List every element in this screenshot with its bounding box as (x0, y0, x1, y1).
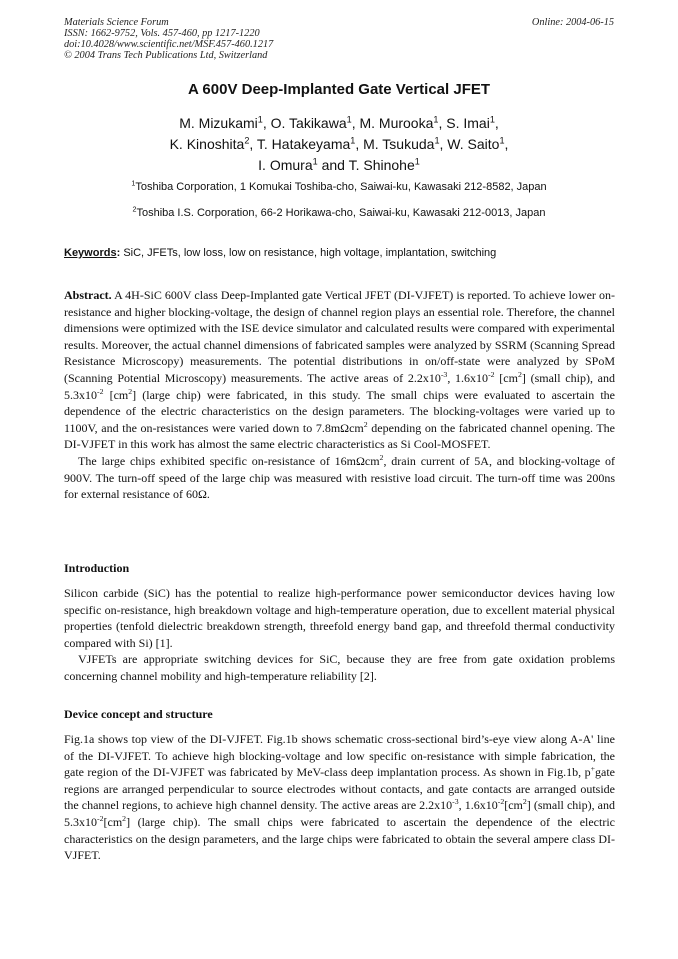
keywords-line: Keywords: SiC, JFETs, low loss, low on resistance, high voltage, implantation, switching (64, 247, 497, 259)
journal-copyright: © 2004 Trans Tech Publications Ltd, Switzerland (64, 50, 268, 61)
journal-header (64, 17, 404, 61)
journal-issn: ISSN: 1662-9752, Vols. 457-460, pp 1217-1220 (64, 28, 260, 39)
affiliation-1: $^1$Toshiba Corporation, 1 Komukai Toshiba-cho, Saiwai-ku, Kawasaki 212-8582, Japan (131, 179, 547, 193)
introduction-body: Silicon carbide (SiC) has the potential to realize high-performance power semiconductor devices having low specific on-resistance, high breakdown voltage and high-temperature operation, due to excellent material physical properties (tenfold dielectric breakdown strength, threefold energy band gap, and threefold thermal conductivity compared with Si) [1]. VJFETs are appropriate switching devices for SiC, because they are free from gate oxidation problems concerning channel mobility and high-temperature reliability [2]. (64, 586, 615, 683)
section-heading-device: Device concept and structure (64, 707, 213, 721)
keywords-label: Keywords (64, 247, 117, 259)
abstract: Abstract. A 4H-SiC 600V class Deep-Implanted gate Vertical JFET (DI-VJFET) is reported. To achieve lower on-resistance and higher blocking-voltage, the design of channel region plays an essential role. Therefore, the channel dimensions were optimized with the ISE device simulator and calculated results were compared with experimental results. Moreover, the actual channel dimensions of fabricated samples were analyzed by SSRM (Scanning Spread Resistance Microscopy) measurements. The potential distributions in on/off-state were analyzed by SPoM (Scanning Potential Microscopy) measurements. The active areas of $2.2x10^{-3}$, $1.6x10^{-2}$ $[cm^2]$ (small chip), and $5.3x10^{-2}$ $[cm^2]$ (large chip) were fabricated, in this study. The small chips were evaluated to ascertain the dependence of the electric characteristics on the design parameters. The blocking-voltages were varied up to 1100V, and the on-resistances were varied down to 7.8mΩcm$^2$ depending on the fabricated channel opening. The DI-VJFET in this work has almost the same electric characteristics as Si Cool-MOSFET. The large chips exhibited specific on-resistance of 16mΩcm$^2$, drain current of 5A, and blocking-voltage of 900V. The turn-off speed of the large chip was measured with resistive load circuit. The turn-off time was 200ns for external resistance of 60Ω. (64, 288, 616, 502)
device-body: Fig.1a shows top view of the DI-VJFET. Fig.1b shows schematic cross-sectional bird’s-eye view along A-A' line of the DI-VJFET. To achieve high blocking-voltage and low specific on-resistance with simple fabrication, the gate region of the DI-VJFET was fabricated by MeV-class deep implantation process. As shown in Fig.1b, p+gate regions are arranged perpendicular to source electrodes without contacts, and gate contacts are arranged outside the channel regions, to achieve high channel density. The active areas are $2.2x10^{-3}$, $1.6x10^{-2}[cm^2]$ (small chip), and $5.3x10^{-2}[cm^2]$ (large chip). The small chips were fabricated to ascertain the dependence of the electric characteristics on the design parameters, and the large chips were fabricated to obtain the several ampere class DI-VJFET. (64, 732, 616, 863)
abstract-label: Abstract. (64, 288, 112, 302)
online-date: Online: 2004-06-15 (531, 17, 614, 28)
author-list: M. Mizukami$^1$, O. Takikawa$^1$, M. Murooka$^1$, S. Imai$^1$, K. Kinoshita$^2$, T. Hatakeyama$^1$, M. Tsukuda$^1$, W. Saito$^1$, I. Omura$^1$ and T. Shinohe$^1$ (169, 114, 509, 173)
keywords-text: SiC, JFETs, low loss, low on resistance, high voltage, implantation, switching (123, 247, 497, 259)
paper-title: A 600V Deep-Implanted Gate Vertical JFET (187, 81, 491, 98)
affiliation-2: $^2$Toshiba I.S. Corporation, 66-2 Horikawa-cho, Saiwai-ku, Kawasaki 212-0013, Japan (132, 205, 546, 219)
section-heading-introduction: Introduction (64, 561, 130, 575)
journal-doi: doi:10.4028/www.scientific.net/MSF.457-460.1217 (64, 39, 274, 50)
journal-name: Materials Science Forum (64, 17, 169, 28)
